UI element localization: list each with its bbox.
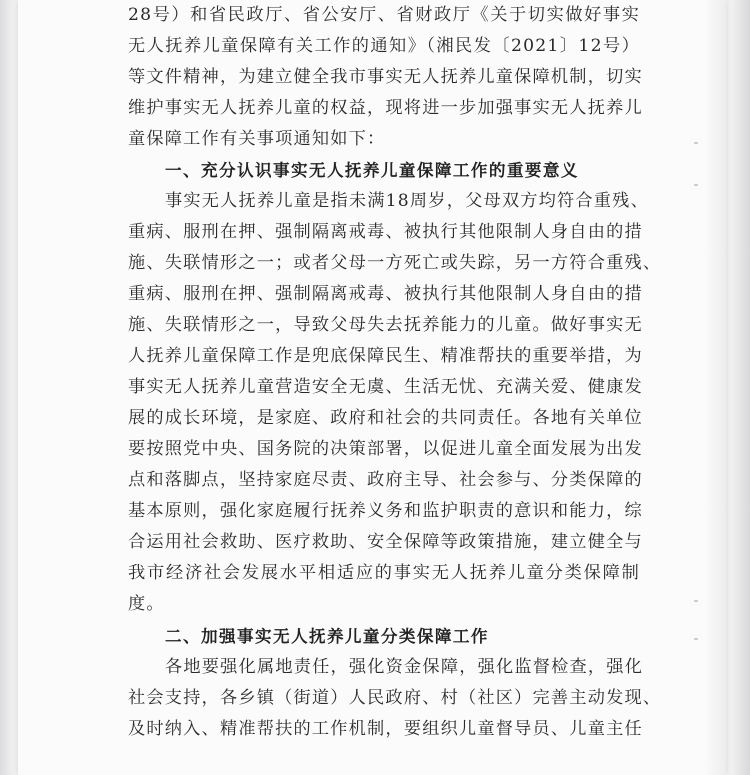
- page-edge-mark: [694, 600, 698, 602]
- body-line: 维护事实无人抚养儿童的权益，现将进一步加强事实无人抚养儿: [128, 98, 643, 118]
- body-line: 我市经济社会发展水平相适应的事实无人抚养儿童分类保障制: [128, 563, 640, 583]
- body-line: 重病、服刑在押、强制隔离戒毒、被执行其他限制人身自由的措: [128, 284, 643, 304]
- body-line: 事实无人抚养儿童营造安全无虞、生活无忧、充满关爱、健康发: [128, 377, 643, 397]
- body-line: 人抚养儿童保障工作是兜底保障民生、精准帮扶的重要举措，为: [128, 346, 643, 366]
- body-line: 要按照党中央、国务院的决策部署，以促进儿童全面发展为出发: [128, 439, 643, 459]
- body-line: 重病、服刑在押、强制隔离戒毒、被执行其他限制人身自由的措: [128, 222, 643, 242]
- page-shadow: [704, 0, 726, 775]
- body-line: 基本原则，强化家庭履行抚养义务和监护职责的意识和能力，综: [128, 501, 643, 521]
- body-line: 施、失联情形之一；或者父母一方死亡或失踪，另一方符合重残、: [128, 253, 662, 273]
- body-line: 等文件精神，为建立健全我市事实无人抚养儿童保障机制，切实: [128, 67, 643, 87]
- body-line: 事实无人抚养儿童是指未满18周岁，父母双方均符合重残、: [165, 191, 649, 211]
- body-line: 施、失联情形之一，导致父母失去抚养能力的儿童。做好事实无: [128, 315, 643, 335]
- body-line: 无人抚养儿童保障有关工作的通知》（湘民发〔2021〕12号）: [128, 36, 640, 56]
- body-line: 展的成长环境，是家庭、政府和社会的共同责任。各地有关单位: [128, 408, 643, 428]
- page-edge-mark: [694, 638, 698, 640]
- page-edge-mark: [694, 142, 698, 144]
- body-line: 社会支持，各乡镇（街道）人民政府、村（社区）完善主动发现、: [128, 688, 662, 708]
- body-line: 各地要强化属地责任，强化资金保障，强化监督检查，强化: [165, 657, 644, 677]
- document-page: [18, 0, 726, 775]
- body-line: 童保障工作有关事项通知如下：: [128, 129, 386, 149]
- body-line: 合运用社会救助、医疗救助、安全保障等政策措施，建立健全与: [128, 532, 643, 552]
- section-heading-1: 一、充分认识事实无人抚养儿童保障工作的重要意义: [165, 161, 579, 180]
- body-line: 及时纳入、精准帮扶的工作机制，要组织儿童督导员、儿童主任: [128, 719, 643, 739]
- body-line: 28号）和省民政厅、省公安厅、省财政厅《关于切实做好事实: [128, 5, 640, 25]
- body-line: 点和落脚点，坚持家庭尽责、政府主导、社会参与、分类保障的: [128, 470, 643, 490]
- body-line: 度。: [128, 594, 165, 614]
- page-edge-mark: [694, 184, 698, 186]
- section-heading-2: 二、加强事实无人抚养儿童分类保障工作: [165, 627, 489, 646]
